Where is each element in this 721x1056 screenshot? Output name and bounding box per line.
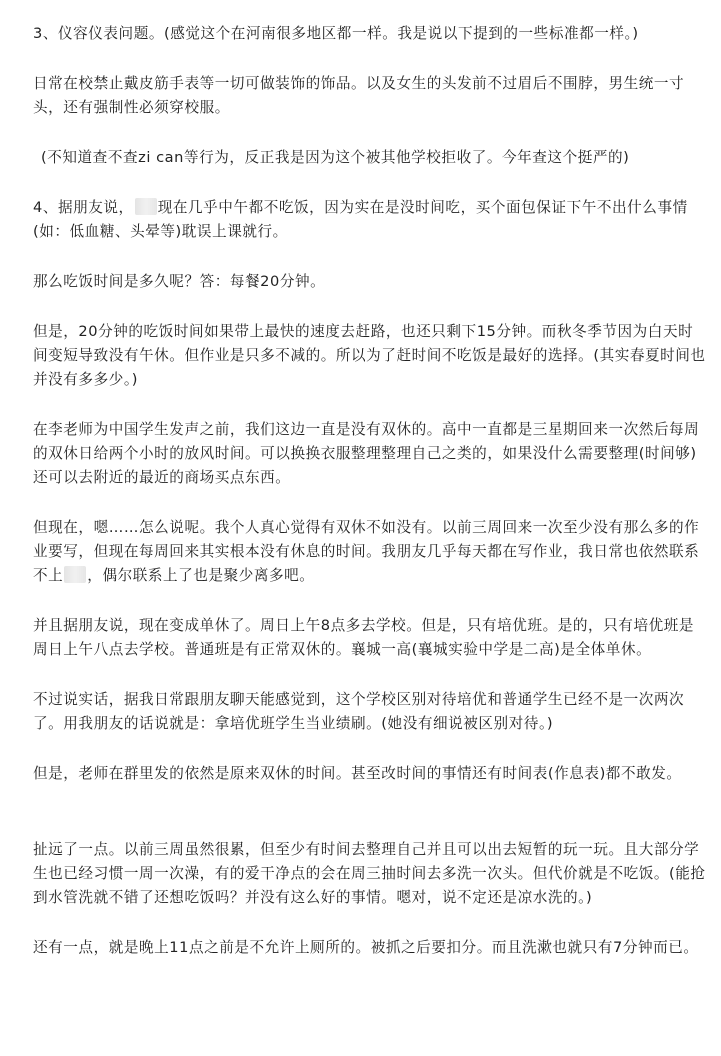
redacted-name	[64, 566, 86, 583]
paragraph-lunch-heading	[33, 196, 707, 244]
text-segment: 现在几乎中午都不吃饭，因为实在是没时间吃，买个面包保证下午不出什么事情(如：低血糖、头晕等)耽误上课就行。	[33, 199, 688, 240]
paragraph-dress-code-heading: 3、仪容仪表问题。(感觉这个在河南很多地区都一样。我是说以下提到的一些标准都一样。)	[33, 25, 639, 42]
paragraph-group-message: 但是，老师在群里发的依然是原来双休的时间。甚至改时间的事情还有时间表(作息表)都不敢发。	[33, 765, 682, 782]
paragraph-restroom-rule: 还有一点，就是晚上11点之前是不允许上厕所的。被抓之后要扣分。而且洗漱也就只有7分钟而已。	[33, 939, 699, 956]
paragraph-digression: 扯远了一点。以前三周虽然很累，但至少有时间去整理自己并且可以出去短暂的玩一玩。且大部分学生也已经习惯一周一次澡，有的爱干净点的会在周三抽时间去多洗一次头。但代价就是不吃饭。(能抢到水管洗就不错了还想吃饭吗？并没有这么好的事情。嗯对，说不定还是凉水洗的。)	[33, 841, 706, 906]
paragraph-meal-time: 那么吃饭时间是多久呢？答：每餐20分钟。	[33, 273, 326, 290]
text-segment: ，偶尔联系上了也是聚少离多吧。	[87, 567, 315, 584]
paragraph-unequal-treatment: 不过说实话，据我日常跟朋友聊天能感觉到，这个学校区别对待培优和普通学生已经不是一次两次了。用我朋友的话说就是：拿培优班学生当业绩刷。(她没有细说被区别对待。)	[33, 691, 685, 732]
paragraph-current-situation	[33, 516, 707, 588]
paragraph-meal-detail: 但是，20分钟的吃饭时间如果带上最快的速度去赶路，也还只剩下15分钟。而秋冬季节因为白天时间变短导致没有午休。但作业是只多不减的。所以为了赶时间不吃饭是最好的选择。(其实春夏时间也并没有多多少。)	[33, 323, 706, 388]
text-segment: 但现在，嗯……怎么说呢。我个人真心觉得有双休不如没有。以前三周回来一次至少没有那么多的作业要写，但现在每周回来其实根本没有休息的时间。我朋友几乎每天都在写作业，我日常也依然联系不上	[33, 519, 700, 584]
paragraph-dress-code-rules: 日常在校禁止戴皮筋手表等一切可做装饰的饰品。以及女生的头发前不过眉后不围脖，男生统一寸头，还有强制性必须穿校服。	[33, 75, 685, 116]
redacted-name	[135, 198, 157, 215]
text-segment: 4、据朋友说，	[33, 199, 134, 216]
paragraph-weekend-history: 在李老师为中国学生发声之前，我们这边一直是没有双休的。高中一直都是三星期回来一次然后每周的双休日给两个小时的放风时间。可以换换衣服整理整理自己之类的，如果没什么需要整理(时间够)还可以去附近的最近的商场买点东西。	[33, 421, 700, 486]
paragraph-dress-code-note: (不知道查不查zi can等行为，反正我是因为这个被其他学校拒收了。今年查这个挺严的)	[41, 149, 630, 166]
paragraph-single-rest-day: 并且据朋友说，现在变成单休了。周日上午8点多去学校。但是，只有培优班。是的，只有培优班是周日上午八点去学校。普通班是有正常双休的。襄城一高(襄城实验中学是二高)是全体单休。	[33, 617, 695, 658]
